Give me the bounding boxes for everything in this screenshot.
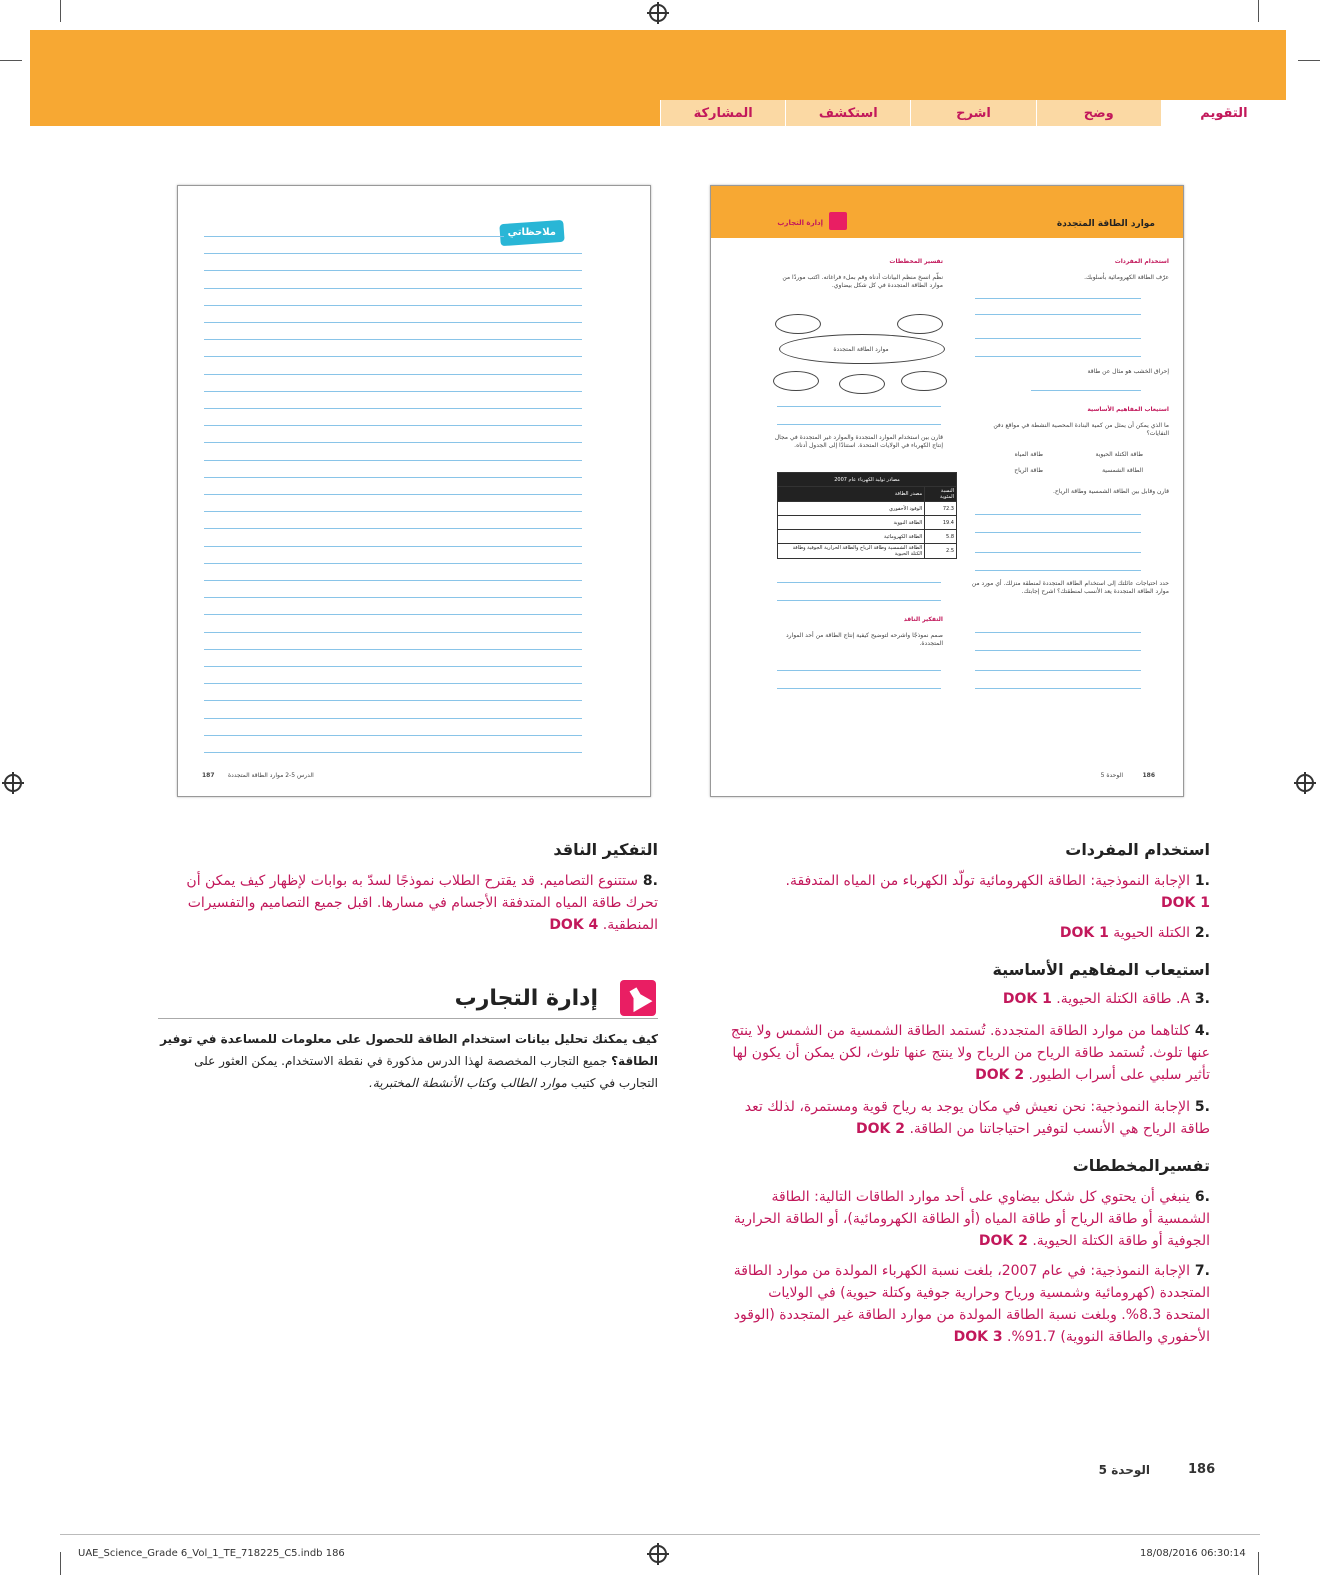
oval [901, 371, 947, 391]
registration-mark-icon [4, 774, 22, 792]
answer-5-dok: DOK 2 [856, 1121, 905, 1137]
mini-q7: قارن بين استخدام الموارد المتجددة والموارد غير المتجددة في مجال إنتاج الكهرباء في الولايات المتحدة. استنادًا إلى الجدول أدناه. [774, 434, 943, 449]
lesson-tabs [660, 100, 1286, 126]
note-line [204, 253, 582, 254]
note-line [204, 442, 582, 443]
mini-sec-critical: التفكير الناقد [903, 616, 943, 623]
print-slug-file: UAE_Science_Grade 6_Vol_1_TE_718225_C5.indb 186 [78, 1548, 345, 1559]
answer-8: .8 ستتنوع التصاميم. قد يقترح الطلاب نموذجًا لسدّ به بوابات لإظهار كيف يمكن أن تحرك طاقة المياه المتدفقة الأجسام في مسارها. اقبل جميع التصاميم والتفسيرات المنطقية. DOK 4 [186, 873, 658, 933]
tab-elaborate[interactable]: وضح [1036, 100, 1161, 126]
crop-mark [1258, 0, 1259, 22]
mini-q8: صمم نموذجًا واشرحه لتوضيح كيفية إنتاج الطاقة من أحد الموارد المتجددة. [785, 632, 943, 647]
table-header: مصدر الطاقة [778, 487, 925, 502]
answer-3-dok: DOK 1 [1002, 991, 1052, 1007]
note-line [204, 632, 582, 633]
note-line [204, 460, 582, 461]
table-cell: 2.5 [925, 544, 957, 559]
tab-engage[interactable]: المشاركة [660, 100, 785, 126]
diagrams-heading: تفسيرالمخططات [1072, 1156, 1210, 1175]
answer-5-text: الإجابة النموذجية: نحن نعيش في مكان يوجد به رياح قوية ومستمرة، لذلك تعد طاقة الرياح هي الأنسب لتوفير احتياجاتنا من الطاقة. [744, 1099, 1210, 1137]
note-line [204, 700, 582, 701]
note-line [204, 374, 582, 375]
lab-body: جميع التجارب المخصصة لهذا الدرس مذكورة في نقطة الاستخدام. يمكن العثور على التجارب في كتيب [194, 1054, 658, 1090]
crop-mark [60, 0, 61, 22]
note-line [204, 683, 582, 684]
concepts-heading: استيعاب المفاهيم الأساسية [992, 960, 1210, 979]
table-header: النسبة المئوية [925, 487, 957, 502]
oval [897, 314, 943, 334]
mini-left-footer: الدرس 5-2 موارد الطاقة المتجددة [228, 772, 314, 779]
answer-1: .1 الإجابة النموذجية: الطاقة الكهرومائية تولّد الكهرباء من المياه المتدفقة. DOK 1 [785, 873, 1210, 911]
mini-q3: ما الذي يمكن أن يمثل من كمية البنادة المحصية النشطة في مواقع دفن النفايات؟ [993, 422, 1169, 437]
note-line [204, 305, 582, 306]
note-line [204, 494, 582, 495]
note-line [204, 528, 582, 529]
oval [775, 314, 821, 334]
note-line [204, 288, 582, 289]
note-line [204, 597, 582, 598]
note-line [204, 718, 582, 719]
notes-page-187 [177, 185, 651, 797]
note-line [204, 752, 582, 753]
mini-q6: نظّم انسخ منظم البيانات أدناه وقم بملء فراغاته. اكتب موردًا من موارد الطاقة المتجددة في كل شكل بيضاوي. [782, 274, 943, 289]
mini-sec-diagrams: تفسير المخططات [889, 258, 943, 265]
mini-q5: حدد احتياجات عائلتك إلى استخدام الطاقة المتجددة لمنطقة منزلك. أي مورد من موارد الطاقة المتجددة يعد الأنسب لمنطقتك؟ اشرح إجابتك. [971, 580, 1169, 595]
note-line [204, 580, 582, 581]
mini-sec-concepts: استيعاب المفاهيم الأساسية [1087, 406, 1169, 413]
crop-mark [0, 60, 22, 61]
registration-mark-icon [1296, 774, 1314, 792]
registration-mark-icon [649, 4, 667, 22]
table-cell: الطاقة الكهرومائية [778, 530, 925, 544]
table-cell: الطاقة النووية [778, 516, 925, 530]
print-slug-date: 18/08/2016 06:30:14 [1140, 1548, 1246, 1559]
notes-badge-label: ملاحظاتي [507, 227, 556, 238]
note-line [204, 563, 582, 564]
mini-data-table [777, 472, 957, 559]
mini-q4: قارن وقابل بين الطاقة الشمسية وطاقة الرياح. [1053, 488, 1169, 495]
note-line [204, 477, 582, 478]
tab-explain[interactable]: اشرح [910, 100, 1035, 126]
mini-page-num: 186 [1142, 772, 1155, 779]
mini-unit: الوحدة 5 [1100, 772, 1123, 779]
note-line [204, 408, 582, 409]
note-line [204, 425, 582, 426]
table-cell: الطاقة الشمسية وطاقة الرياح والطاقة الحرارية الجوفية وطاقة الكتلة الحيوية [778, 544, 925, 559]
lab-question: كيف يمكنك تحليل بيانات استخدام الطاقة للحصول على معلومات للمساعدة في توفير الطاقة؟ [160, 1032, 658, 1068]
note-line [204, 270, 582, 271]
answer-1-dok: DOK 1 [1161, 895, 1210, 911]
crop-mark [1298, 60, 1320, 61]
flask-icon [620, 980, 656, 1016]
crop-mark [1258, 1552, 1259, 1575]
answer-3-text: A. طاقة الكتلة الحيوية. [1056, 991, 1191, 1007]
table-cell: 72.3 [925, 502, 957, 516]
mini-q3-choice-a: طاقة الكتلة الحيوية [1095, 451, 1143, 458]
answer-2-text: الكتلة الحيوية [1113, 925, 1191, 941]
mini-q1: عرّف الطاقة الكهرومائية بأسلوبك. [1084, 274, 1169, 281]
note-line [204, 391, 582, 392]
lab-heading: إدارة التجارب [454, 986, 598, 1011]
lab-badge-icon [829, 212, 847, 230]
note-line [204, 511, 582, 512]
mini-q3-choice-c: طاقة المياه [1014, 451, 1043, 458]
tab-explore[interactable]: استكشف [785, 100, 910, 126]
answer-4-dok: DOK 2 [975, 1067, 1025, 1083]
critical-heading: التفكير الناقد [553, 840, 658, 859]
mini-q2: إحراق الخشب هو مثال عن طاقة [1087, 368, 1169, 375]
note-line [204, 322, 582, 323]
mini-sec-vocab: استخدام المفردات [1114, 258, 1169, 265]
answer-2: .2 الكتلة الحيوية DOK 1 [1059, 925, 1210, 941]
answer-4: .4 كلتاهما من موارد الطاقة المتجددة. تُستمد الطاقة الشمسية من الشمس ولا ينتج عنها تلوث. تُستمد طاقة الرياح من الرياح ولا ينتج عنها تلوث، لكن يمكن أن يكون لها تأثير سلبي على أسراب الطيور. DOK 2 [730, 1023, 1210, 1083]
vocab-heading: استخدام المفردات [1065, 840, 1210, 859]
answer-7: .7 الإجابة النموذجية: في عام 2007، بلغت نسبة الكهرباء المولدة من موارد الطاقة المتجددة (كهرومائية وشمسية ورياح وحرارية جوفية وكتلة حيوية) في الولايات المتحدة 8.3%. وبلغت نسبة الطاقة المولدة من موارد الطاقة غير المتجددة (الوقود الأحفوري والطاقة النووية) 91.7%. DOK 3 [733, 1263, 1210, 1345]
mini-left-page-num: 187 [202, 772, 215, 779]
mini-table-title: مصادر توليد الكهرباء عام 2007 [778, 473, 957, 487]
table-cell: 5.8 [925, 530, 957, 544]
mini-header-band [711, 186, 1183, 238]
crop-mark [60, 1552, 61, 1575]
answer-7-dok: DOK 3 [953, 1329, 1003, 1345]
note-line [204, 356, 582, 357]
mini-center-oval-label: موارد الطاقة المتجددة [833, 346, 889, 353]
note-line [204, 546, 582, 547]
answer-4-text: كلتاهما من موارد الطاقة المتجددة. تُستمد الطاقة الشمسية من الشمس ولا ينتج عنها تلوث. تُستمد طاقة الرياح من الرياح ولا ينتج عنها تلوث، لكن يمكن أن يكون لها تأثير سلبي على أسراب الطيور. [730, 1023, 1210, 1083]
slug-line [60, 1534, 1260, 1535]
student-page-186 [710, 185, 1184, 797]
oval [773, 371, 819, 391]
tab-evaluate[interactable]: التقويم [1161, 100, 1286, 126]
note-line [204, 339, 582, 340]
note-line [204, 666, 582, 667]
unit-label: الوحدة 5 [1098, 1463, 1150, 1477]
answer-8-text: ستتنوع التصاميم. قد يقترح الطلاب نموذجًا لسدّ به بوابات لإظهار كيف يمكن أن تحرك طاقة المياه المتدفقة الأجسام في مسارها. اقبل جميع التصاميم والتفسيرات المنطقية. [186, 873, 658, 933]
mini-title: موارد الطاقة المتجددة [1056, 219, 1155, 229]
lab-divider [158, 1018, 658, 1019]
lab-text [158, 1028, 658, 1094]
page-number: 186 [1188, 1462, 1216, 1477]
mini-lab-badge: إدارة التجارب [777, 219, 823, 227]
answer-6-text: ينبغي أن يحتوي كل شكل بيضاوي على أحد موارد الطاقات التالية: الطاقة الشمسية أو طاقة الرياح أو طاقة المياه (أو الطاقة الكهرومائية)، أو الطاقة الحرارية الجوفية أو طاقة الكتلة الحيوية. [733, 1189, 1210, 1249]
answer-8-dok: DOK 4 [549, 917, 599, 933]
answer-7-text: الإجابة النموذجية: في عام 2007، بلغت نسبة الكهرباء المولدة من موارد الطاقة المتجددة (كهرومائية وشمسية ورياح وحرارية جوفية وكتلة حيوية) في الولايات المتحدة 8.3%. وبلغت نسبة الطاقة المولدة من موارد الطاقة غير المتجددة (الوقود الأحفوري والطاقة النووية) 91.7%. [733, 1263, 1210, 1345]
registration-mark-icon [649, 1545, 667, 1563]
note-line [204, 236, 504, 237]
mini-q3-choice-d: طاقة الرياح [1014, 467, 1043, 474]
note-line [204, 735, 582, 736]
answer-6: .6 ينبغي أن يحتوي كل شكل بيضاوي على أحد موارد الطاقات التالية: الطاقة الشمسية أو طاقة الرياح أو طاقة المياه (أو الطاقة الكهرومائية)، أو الطاقة الحرارية الجوفية أو طاقة الكتلة الحيوية. DOK 2 [733, 1189, 1210, 1249]
answer-3: .3 A. طاقة الكتلة الحيوية. DOK 1 [1002, 991, 1210, 1007]
table-cell: 19.4 [925, 516, 957, 530]
note-line [204, 649, 582, 650]
table-cell: الوقود الأحفوري [778, 502, 925, 516]
answer-2-dok: DOK 1 [1059, 925, 1109, 941]
answer-6-dok: DOK 2 [978, 1233, 1028, 1249]
oval [839, 374, 885, 394]
lab-body-italic: موارد الطالب وكتاب الأنشطة المختبرية. [368, 1076, 567, 1090]
mini-q3-choice-b: الطاقة الشمسية [1102, 467, 1143, 474]
note-line [204, 614, 582, 615]
answer-1-text: الإجابة النموذجية: الطاقة الكهرومائية تولّد الكهرباء من المياه المتدفقة. [785, 873, 1191, 889]
answer-5: .5 الإجابة النموذجية: نحن نعيش في مكان يوجد به رياح قوية ومستمرة، لذلك تعد طاقة الرياح هي الأنسب لتوفير احتياجاتنا من الطاقة. DOK 2 [744, 1099, 1210, 1137]
